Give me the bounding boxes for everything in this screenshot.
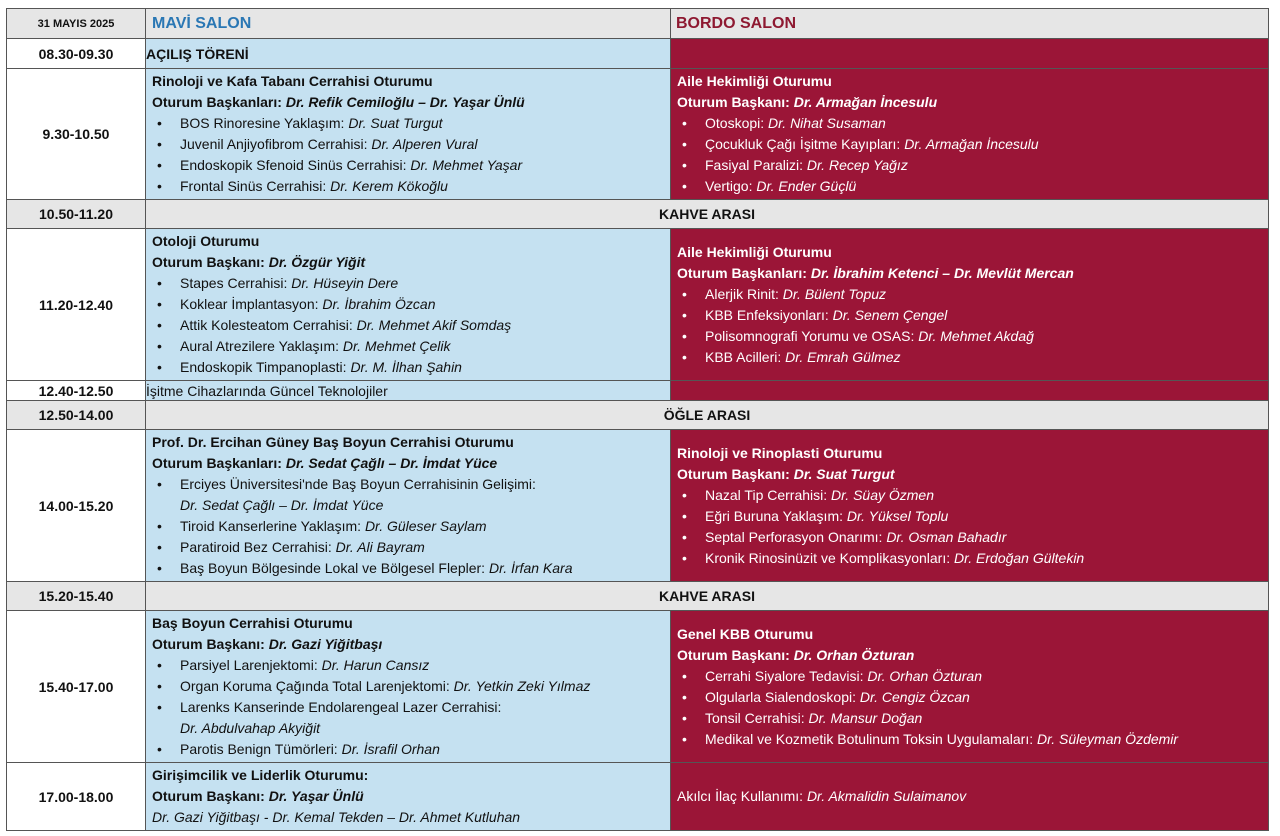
talk-item: • BOS Rinoresine Yaklaşım: Dr. Suat Turgut bbox=[152, 113, 664, 134]
red-session-cell bbox=[671, 229, 1269, 381]
talk-item: • Erciyes Üniversitesi'nde Baş Boyun Cerrahisinin Gelişimi: bbox=[152, 474, 664, 495]
red-session-cell bbox=[671, 430, 1269, 582]
session-chairs: Oturum Başkanları: Dr. Sedat Çağlı – Dr. İmdat Yüce bbox=[152, 455, 498, 471]
talk-item: • Parotis Benign Tümörleri: Dr. İsrafil Orhan bbox=[152, 739, 664, 760]
talk-item: • Septal Perforasyon Onarımı: Dr. Osman Bahadır bbox=[677, 527, 1262, 548]
red-session-cell bbox=[671, 611, 1269, 763]
time-cell: 10.50-11.20 bbox=[7, 200, 146, 229]
session-title: Otoloji Oturumu bbox=[152, 233, 260, 249]
talk-item: Akılcı İlaç Kullanımı: Dr. Akmalidin Sulaimanov bbox=[677, 788, 967, 804]
session-title: Aile Hekimliği Oturumu bbox=[677, 243, 832, 260]
session-chairs: Oturum Başkanı: Dr. Yaşar Ünlü bbox=[152, 788, 364, 804]
talk-list bbox=[677, 113, 1262, 197]
talk-item: • Çocukluk Çağı İşitme Kayıpları: Dr. Armağan İncesulu bbox=[677, 134, 1262, 155]
session-row-4 bbox=[7, 611, 1269, 763]
blue-session-cell bbox=[146, 430, 671, 582]
talk-item: • Endoskopik Timpanoplasti: Dr. M. İlhan Şahin bbox=[152, 357, 664, 378]
session-chairs: Oturum Başkanları: Dr. Refik Cemiloğlu – Dr. Yaşar Ünlü bbox=[152, 94, 525, 110]
time-cell: 12.40-12.50 bbox=[7, 381, 146, 401]
session-row-5 bbox=[7, 763, 1269, 831]
session-chairs: Oturum Başkanları: Dr. İbrahim Ketenci – Dr. Mevlüt Mercan bbox=[677, 264, 1074, 281]
talk-item: • Fasiyal Paralizi: Dr. Recep Yağız bbox=[677, 155, 1262, 176]
talk-item: • KBB Enfeksiyonları: Dr. Senem Çengel bbox=[677, 305, 1262, 326]
talk-list bbox=[152, 273, 664, 378]
red-session-cell bbox=[671, 69, 1269, 200]
blue-session-cell bbox=[146, 763, 671, 831]
time-cell: 17.00-18.00 bbox=[7, 763, 146, 831]
blue-session-cell bbox=[146, 611, 671, 763]
red-salon-heading: BORDO SALON bbox=[671, 9, 1269, 39]
talk-item: • Cerrahi Siyalore Tedavisi: Dr. Orhan Özturan bbox=[677, 666, 1262, 687]
talk-item: • Endoskopik Sfenoid Sinüs Cerrahisi: Dr. Mehmet Yaşar bbox=[152, 155, 664, 176]
break-label: ÖĞLE ARASI bbox=[146, 401, 1269, 430]
talk-item: • Parsiyel Larenjektomi: Dr. Harun Cansız bbox=[152, 655, 664, 676]
talk-item: • Stapes Cerrahisi: Dr. Hüseyin Dere bbox=[152, 273, 664, 294]
talk-item: • Alerjik Rinit: Dr. Bülent Topuz bbox=[677, 284, 1262, 305]
break-label: KAHVE ARASI bbox=[146, 582, 1269, 611]
blue-salon-heading: MAVİ SALON bbox=[146, 9, 671, 39]
session-title: Girişimcilik ve Liderlik Oturumu: bbox=[152, 767, 369, 783]
session-chairs: Oturum Başkanı: Dr. Suat Turgut bbox=[677, 465, 895, 482]
time-cell: 15.40-17.00 bbox=[7, 611, 146, 763]
blue-talk-cell: İşitme Cihazlarında Güncel Teknolojiler bbox=[146, 381, 671, 401]
header-row bbox=[7, 9, 1269, 39]
time-cell: 15.20-15.40 bbox=[7, 582, 146, 611]
talk-item: • Larenks Kanserinde Endolarengeal Lazer Cerrahisi: bbox=[152, 697, 664, 718]
blue-session-cell bbox=[146, 229, 671, 381]
session-chairs: Oturum Başkanı: Dr. Gazi Yiğitbaşı bbox=[152, 636, 383, 652]
session-chairs: Oturum Başkanı: Dr. Özgür Yiğit bbox=[152, 254, 366, 270]
talk-list bbox=[152, 739, 664, 760]
talk-list bbox=[152, 474, 664, 495]
talk-item: • Vertigo: Dr. Ender Güçlü bbox=[677, 176, 1262, 197]
session-row-2 bbox=[7, 229, 1269, 381]
talk-item: • Baş Boyun Bölgesinde Lokal ve Bölgesel Flepler: Dr. İrfan Kara bbox=[152, 558, 664, 579]
time-cell: 9.30-10.50 bbox=[7, 69, 146, 200]
session-title: Aile Hekimliği Oturumu bbox=[677, 73, 832, 89]
talk-item: • KBB Acilleri: Dr. Emrah Gülmez bbox=[677, 347, 1262, 368]
blue-session-cell bbox=[146, 69, 671, 200]
talk-item: • Juvenil Anjiyofibrom Cerrahisi: Dr. Alperen Vural bbox=[152, 134, 664, 155]
schedule-date: 31 MAYIS 2025 bbox=[7, 9, 146, 39]
red-empty-cell bbox=[671, 381, 1269, 401]
session-row-3 bbox=[7, 430, 1269, 582]
talk-speaker-line: Dr. Sedat Çağlı – Dr. İmdat Yüce bbox=[180, 497, 384, 513]
session-title: Rinoloji ve Kafa Tabanı Cerrahisi Oturumu bbox=[152, 73, 433, 89]
session-title: Genel KBB Oturumu bbox=[677, 625, 814, 642]
opening-row bbox=[7, 39, 1269, 69]
talk-item: • Frontal Sinüs Cerrahisi: Dr. Kerem Kökoğlu bbox=[152, 176, 664, 197]
session-title: Rinoloji ve Rinoplasti Oturumu bbox=[677, 444, 883, 461]
talk-list bbox=[677, 284, 1262, 368]
talk-item: • Paratiroid Bez Cerrahisi: Dr. Ali Bayram bbox=[152, 537, 664, 558]
break-row bbox=[7, 401, 1269, 430]
talk-item: • Tonsil Cerrahisi: Dr. Mansur Doğan bbox=[677, 708, 1262, 729]
session-title: Prof. Dr. Ercihan Güney Baş Boyun Cerrahisi Oturumu bbox=[152, 434, 514, 450]
talk-item: • Otoskopi: Dr. Nihat Susaman bbox=[677, 113, 1262, 134]
red-empty-cell bbox=[671, 39, 1269, 69]
session-speakers: Dr. Gazi Yiğitbaşı - Dr. Kemal Tekden – Dr. Ahmet Kutluhan bbox=[152, 809, 521, 825]
time-cell: 08.30-09.30 bbox=[7, 39, 146, 69]
red-session-cell bbox=[671, 763, 1269, 831]
talk-item: • Olgularla Sialendoskopi: Dr. Cengiz Özcan bbox=[677, 687, 1262, 708]
talk-list bbox=[677, 666, 1262, 750]
talk-item: • Medikal ve Kozmetik Botulinum Toksin Uygulamaları: Dr. Süleyman Özdemir bbox=[677, 729, 1262, 750]
schedule-table bbox=[6, 8, 1269, 831]
talk-speaker-line: Dr. Abdulvahap Akyiğit bbox=[180, 720, 321, 736]
talk-item: • Tiroid Kanserlerine Yaklaşım: Dr. Güleser Saylam bbox=[152, 516, 664, 537]
break-row bbox=[7, 582, 1269, 611]
talk-item: • Attik Kolesteatom Cerrahisi: Dr. Mehmet Akif Somdaş bbox=[152, 315, 664, 336]
time-cell: 14.00-15.20 bbox=[7, 430, 146, 582]
short-session-row bbox=[7, 381, 1269, 401]
talk-item: • Eğri Buruna Yaklaşım: Dr. Yüksel Toplu bbox=[677, 506, 1262, 527]
talk-item: • Polisomnografi Yorumu ve OSAS: Dr. Mehmet Akdağ bbox=[677, 326, 1262, 347]
break-row bbox=[7, 200, 1269, 229]
opening-title: AÇILIŞ TÖRENİ bbox=[146, 39, 671, 69]
session-chairs: Oturum Başkanı: Dr. Armağan İncesulu bbox=[677, 94, 938, 110]
talk-item: • Koklear İmplantasyon: Dr. İbrahim Özcan bbox=[152, 294, 664, 315]
talk-item: • Organ Koruma Çağında Total Larenjektomi: Dr. Yetkin Zeki Yılmaz bbox=[152, 676, 664, 697]
time-cell: 11.20-12.40 bbox=[7, 229, 146, 381]
talk-list bbox=[152, 516, 664, 579]
time-cell: 12.50-14.00 bbox=[7, 401, 146, 430]
session-title: Baş Boyun Cerrahisi Oturumu bbox=[152, 615, 353, 631]
break-label: KAHVE ARASI bbox=[146, 200, 1269, 229]
session-chairs: Oturum Başkanı: Dr. Orhan Özturan bbox=[677, 646, 915, 663]
talk-list bbox=[152, 655, 664, 718]
talk-item: • Kronik Rinosinüzit ve Komplikasyonları: Dr. Erdoğan Gültekin bbox=[677, 548, 1262, 569]
talk-list bbox=[677, 485, 1262, 569]
talk-list bbox=[152, 113, 664, 197]
talk-item: • Nazal Tip Cerrahisi: Dr. Süay Özmen bbox=[677, 485, 1262, 506]
session-row-1 bbox=[7, 69, 1269, 200]
talk-item: • Aural Atrezilere Yaklaşım: Dr. Mehmet Çelik bbox=[152, 336, 664, 357]
